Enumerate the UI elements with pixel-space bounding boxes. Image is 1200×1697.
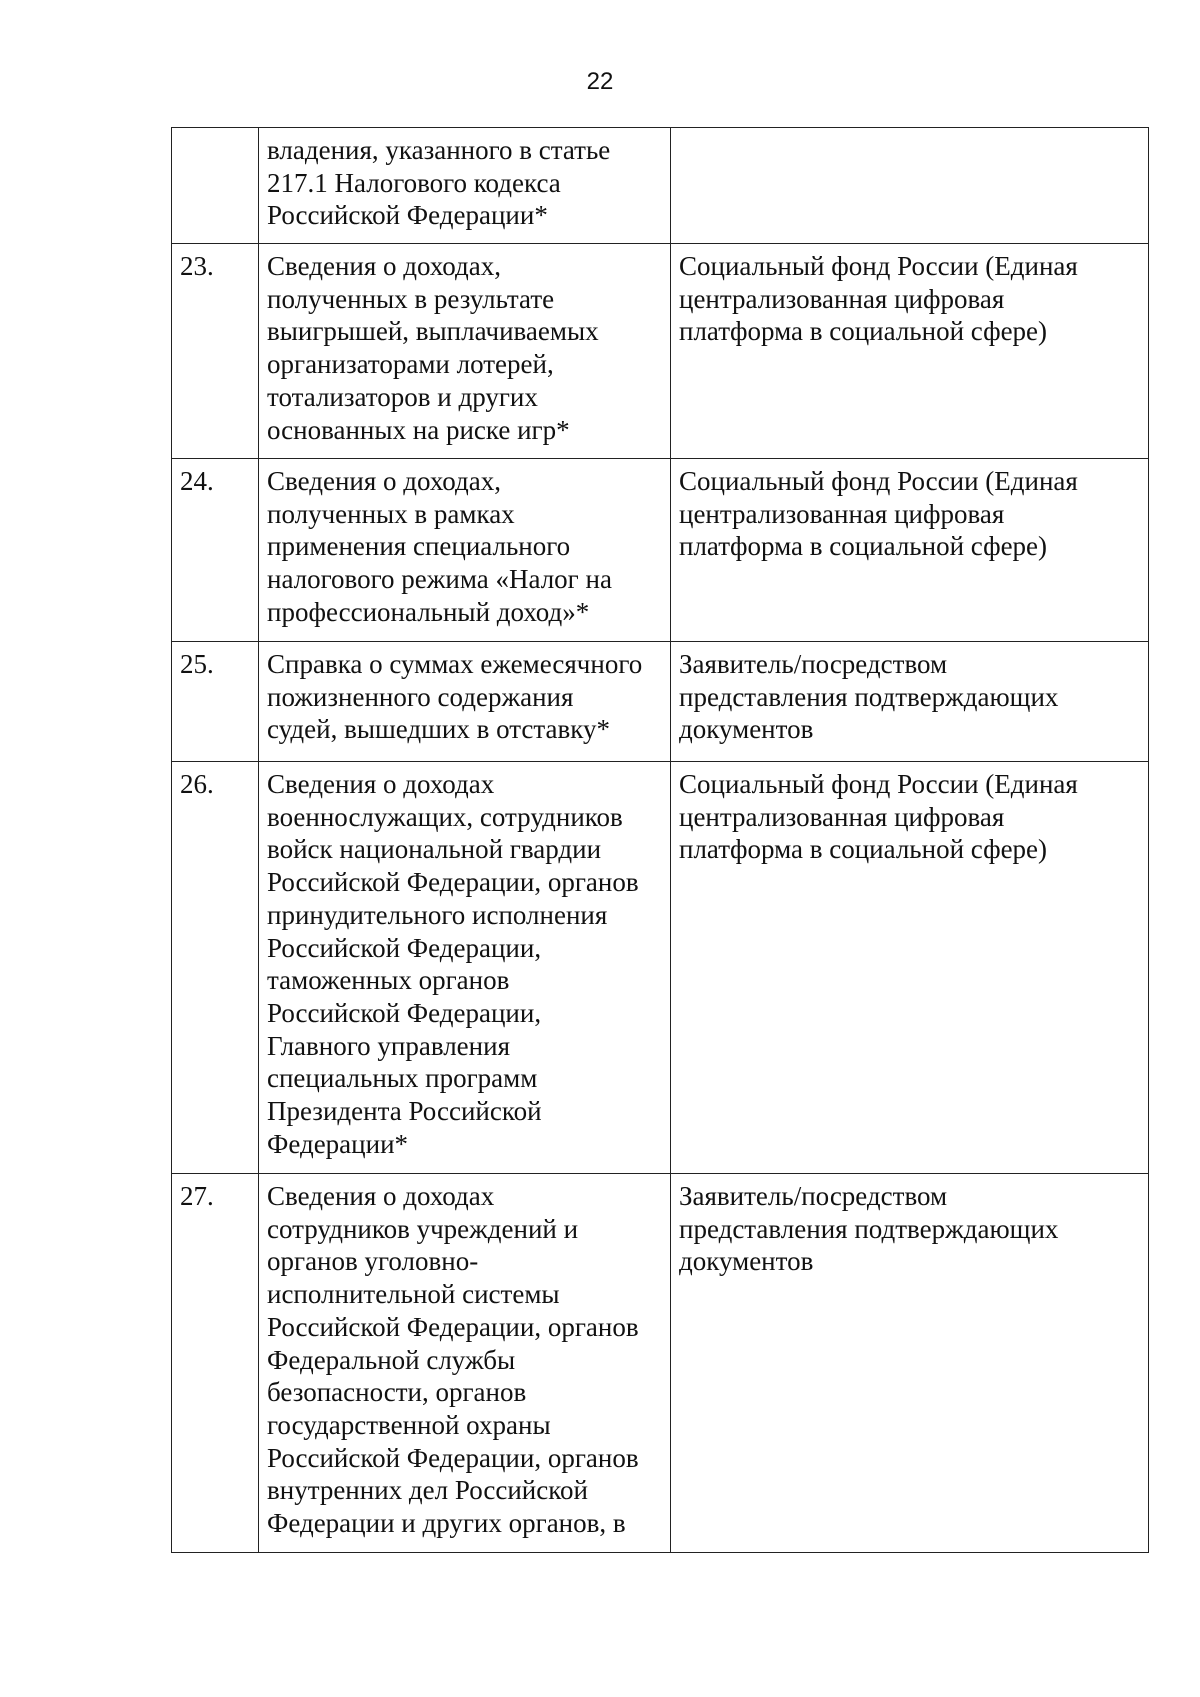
document-name: владения, указанного в статье 217.1 Налогового кодекса Российской Федерации* bbox=[259, 128, 671, 244]
row-number: 24. bbox=[172, 459, 259, 642]
document-source bbox=[671, 128, 1149, 244]
table-row bbox=[172, 244, 1149, 459]
row-number bbox=[172, 128, 259, 244]
table-row bbox=[172, 642, 1149, 762]
table-row bbox=[172, 762, 1149, 1174]
row-number: 25. bbox=[172, 642, 259, 762]
table-row bbox=[172, 459, 1149, 642]
document-source: Социальный фонд России (Единая централизованная цифровая платформа в социальной сфере) bbox=[671, 762, 1149, 1174]
document-name: Сведения о доходах сотрудников учреждений и органов уголовно- исполнительной системы Российской Федерации, органов Федеральной службы безопасности, органов государственной охраны Российской Федерации, органов внутренних дел Российской Федерации и других органов, в bbox=[259, 1174, 671, 1553]
row-number: 27. bbox=[172, 1174, 259, 1553]
row-number: 26. bbox=[172, 762, 259, 1174]
document-source: Заявитель/посредством представления подтверждающих документов bbox=[671, 1174, 1149, 1553]
table-row bbox=[172, 1174, 1149, 1553]
document-source: Заявитель/посредством представления подтверждающих документов bbox=[671, 642, 1149, 762]
document-name: Сведения о доходах, полученных в результате выигрышей, выплачиваемых организаторами лотерей, тотализаторов и других основанных на риске игр* bbox=[259, 244, 671, 459]
document-name: Сведения о доходах военнослужащих, сотрудников войск национальной гвардии Российской Федерации, органов принудительного исполнения Российской Федерации, таможенных органов Российской Федерации, Главного управления специальных программ Президента Российской Федерации* bbox=[259, 762, 671, 1174]
documents-table bbox=[171, 127, 1149, 1553]
document-name: Справка о суммах ежемесячного пожизненного содержания судей, вышедших в отставку* bbox=[259, 642, 671, 762]
table-row bbox=[172, 128, 1149, 244]
document-source: Социальный фонд России (Единая централизованная цифровая платформа в социальной сфере) bbox=[671, 244, 1149, 459]
document-source: Социальный фонд России (Единая централизованная цифровая платформа в социальной сфере) bbox=[671, 459, 1149, 642]
row-number: 23. bbox=[172, 244, 259, 459]
document-name: Сведения о доходах, полученных в рамках применения специального налогового режима «Налог на профессиональный доход»* bbox=[259, 459, 671, 642]
page-number: 22 bbox=[586, 68, 614, 95]
